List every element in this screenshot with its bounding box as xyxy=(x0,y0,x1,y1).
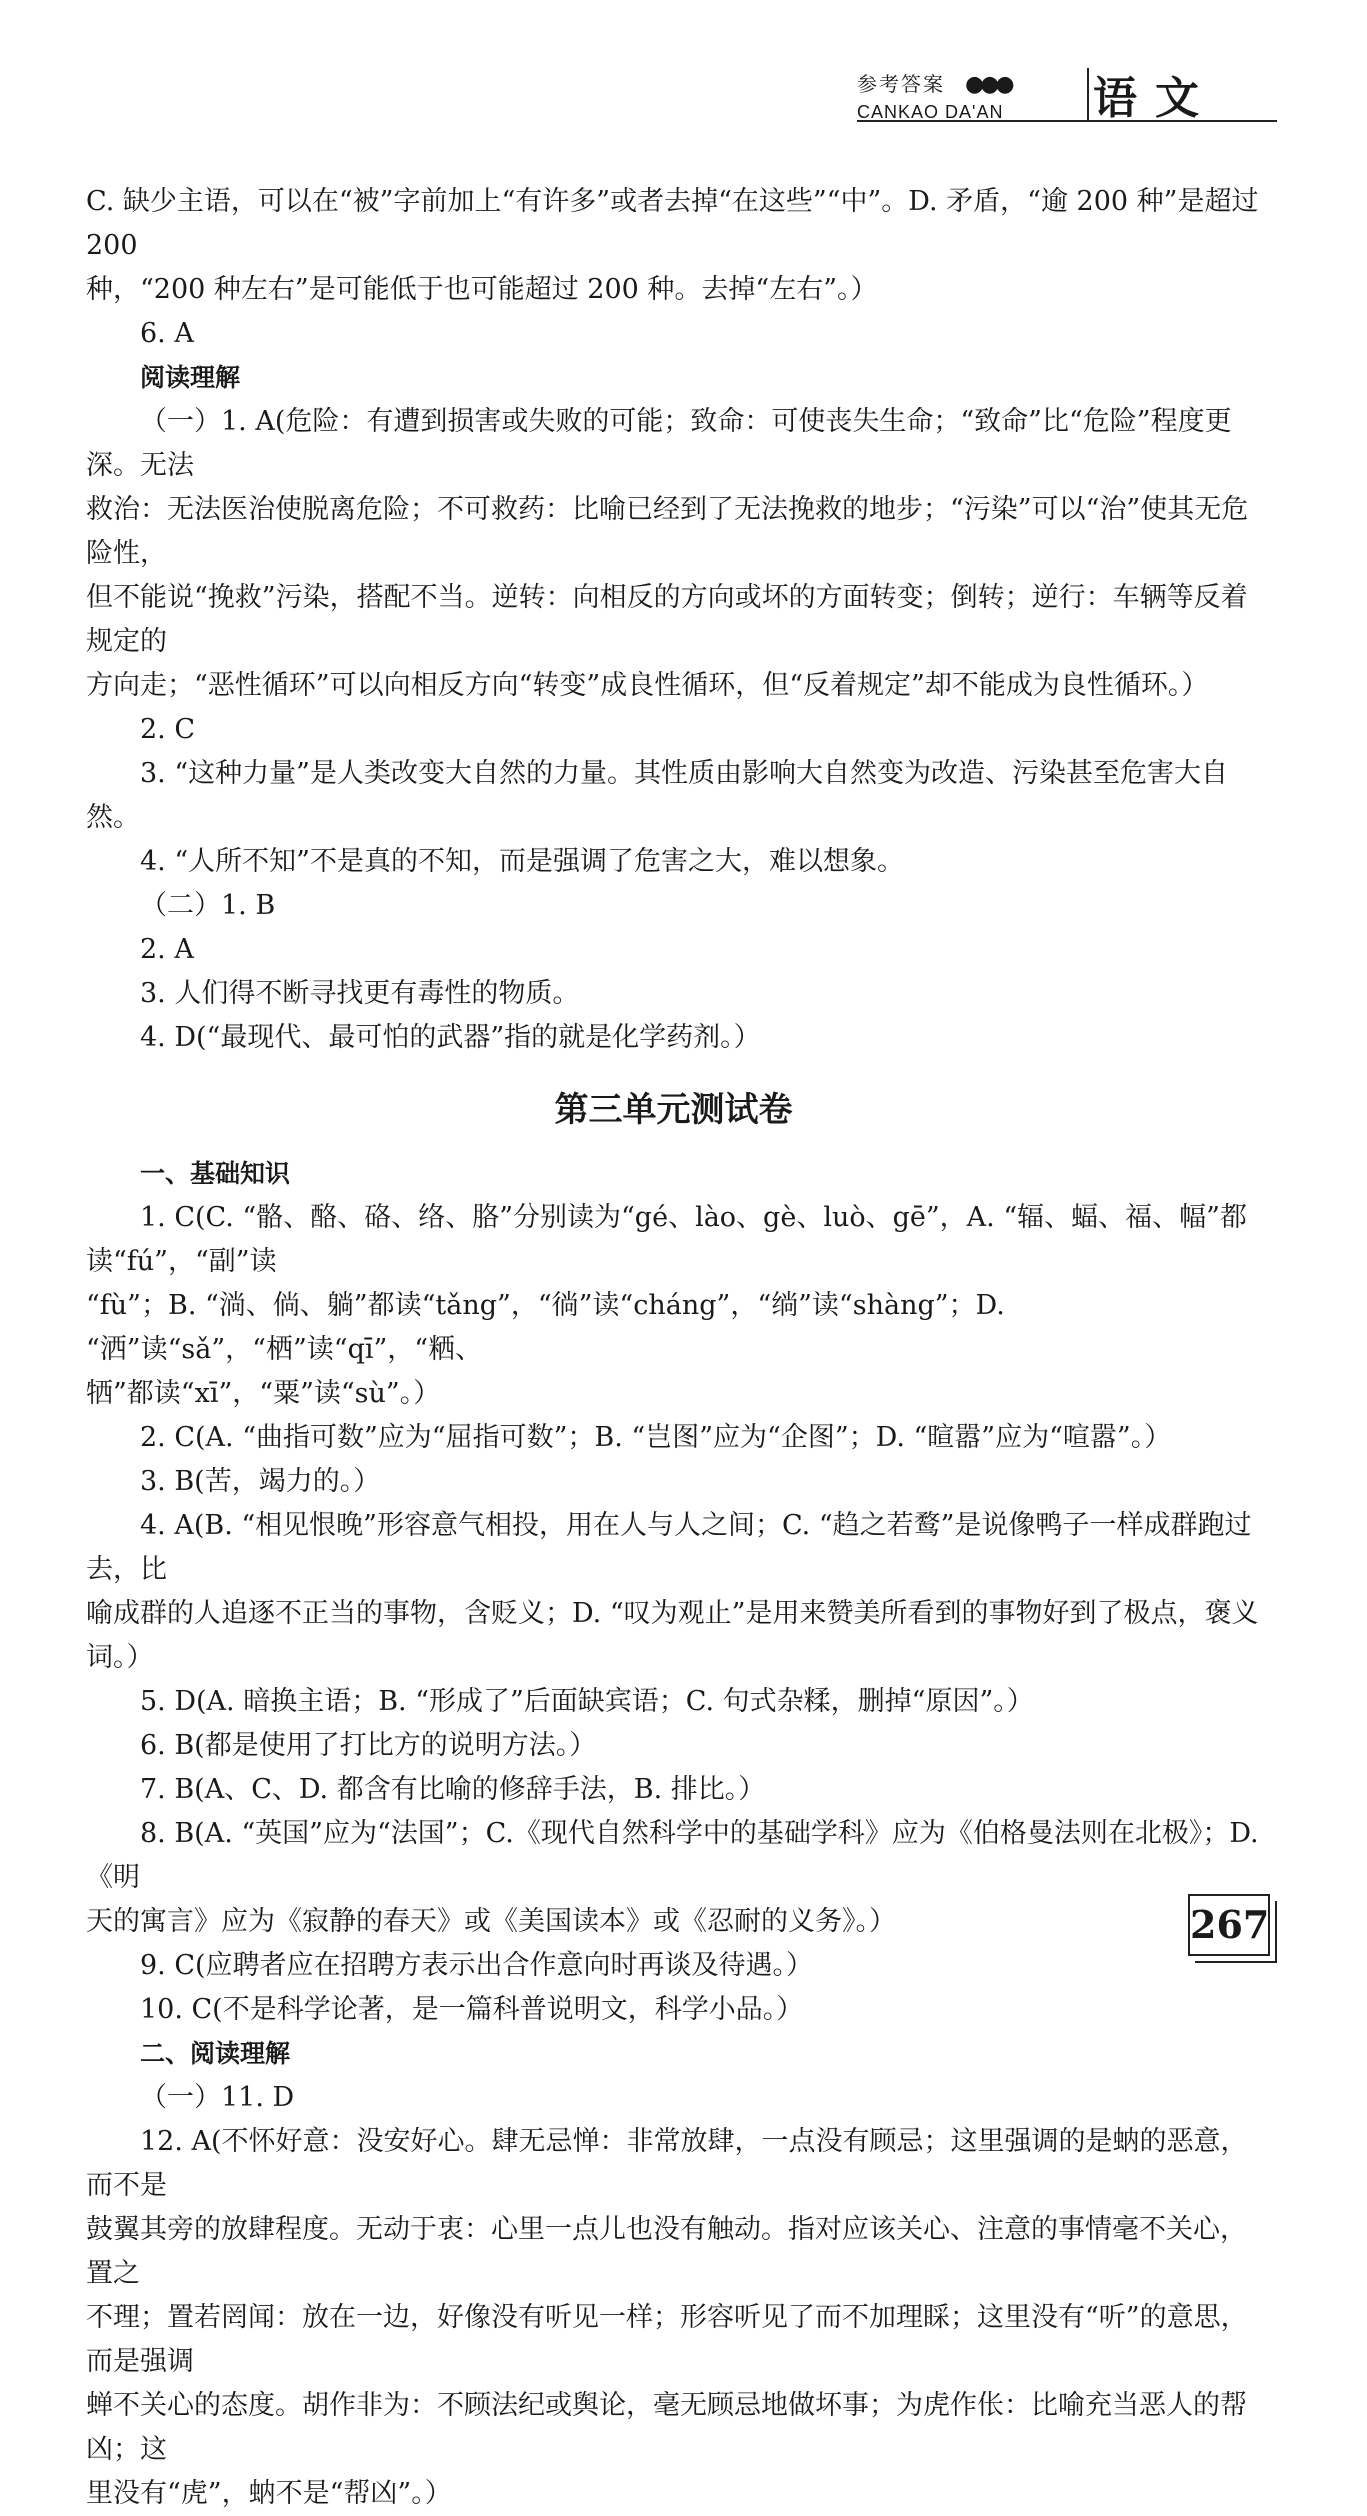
text-line: （一）11. D xyxy=(140,2082,295,2113)
text-line: 12. A(不怀好意：没安好心。肆无忌惮：非常放肆，一点没有顾忌；这里强调的是蚋的恶意，而不是 xyxy=(86,2126,1248,2201)
text-line: 6. A xyxy=(140,318,194,349)
header-subject: 语文 xyxy=(1093,73,1217,124)
text-line: 不理；置若罔闻：放在一边，好像没有听见一样；形容听见了而不加理睬；这里没有“听”的意思，而是强调 xyxy=(86,2302,1248,2377)
header-label-cn: 参考答案 xyxy=(857,72,945,96)
text-line: 3. 人们得不断寻找更有毒性的物质。 xyxy=(140,978,580,1009)
text-line: 1. C(C. “骼、酪、硌、络、胳”分别读为“gé、lào、gè、luò、gē”，A. “辐、蝠、福、幅”都读“fú”，“副”读 xyxy=(86,1202,1247,1277)
text-line: 10. C(不是科学论著，是一篇科普说明文，科学小品。） xyxy=(140,1994,804,2025)
text-line: 4. “人所不知”不是真的不知，而是强调了危害之大，难以想象。 xyxy=(140,846,904,877)
text-line: 但不能说“挽救”污染，搭配不当。逆转：向相反的方向或坏的方面转变；倒转；逆行：车辆等反着规定的 xyxy=(86,582,1248,657)
header-dots: ●●● xyxy=(965,72,1011,97)
text-line: 鼓翼其旁的放肆程度。无动于衷：心里一点儿也没有触动。指对应该关心、注意的事情毫不关心，置之 xyxy=(86,2214,1247,2289)
header-divider xyxy=(1087,68,1089,120)
text-line: 6. B(都是使用了打比方的说明方法。） xyxy=(140,1730,597,1761)
text-line: 天的寓言》应为《寂静的春天》或《美国读本》或《忍耐的义务》。） xyxy=(86,1906,896,1937)
text-line: 里没有“虎”，蚋不是“帮凶”。） xyxy=(86,2478,452,2509)
text-line: 7. B(A、C、D. 都含有比喻的修辞手法，B. 排比。） xyxy=(140,1774,766,1805)
header-rule xyxy=(857,120,1277,122)
header-label-pinyin: CANKAO DA'AN xyxy=(857,102,1004,122)
text-line: C. 缺少主语，可以在“被”字前加上“有许多”或者去掉“在这些”“中”。D. 矛盾，“逾 200 种”是超过 200 xyxy=(86,186,1259,261)
page-number: 267 xyxy=(1188,1894,1270,1956)
text-line: 方向走；“恶性循环”可以向相反方向“转变”成良性循环，但“反着规定”却不能成为良性循环。） xyxy=(86,670,1209,701)
text-line: 3. “这种力量”是人类改变大自然的力量。其性质由影响大自然变为改造、污染甚至危害大自然。 xyxy=(86,758,1228,833)
text-line: 4. A(B. “相见恨晚”形容意气相投，用在人与人之间；C. “趋之若鹜”是说像鸭子一样成群跑过去，比 xyxy=(86,1510,1252,1585)
text-line: 救治：无法医治使脱离危险；不可救药：比喻已经到了无法挽救的地步；“污染”可以“治”使其无危险性， xyxy=(86,494,1249,569)
text-line: 5. D(A. 暗换主语；B. “形成了”后面缺宾语；C. 句式杂糅，删掉“原因”。） xyxy=(140,1686,1034,1717)
text-line: 2. A xyxy=(140,934,194,965)
page-header xyxy=(857,62,1277,124)
text-line: （一）1. A(危险：有遭到损害或失败的可能；致命：可使丧失生命；“致命”比“危险”程度更深。无法 xyxy=(86,406,1232,481)
answer-content xyxy=(86,180,1261,2516)
section-heading: 一、基础知识 xyxy=(140,1159,291,1188)
section-heading: 阅读理解 xyxy=(140,363,241,392)
text-line: 喻成群的人追逐不正当的事物，含贬义；D. “叹为观止”是用来赞美所看到的事物好到了极点，褒义词。） xyxy=(86,1598,1259,1673)
text-line: 种，“200 种左右”是可能低于也可能超过 200 种。去掉“左右”。） xyxy=(86,274,878,305)
section-heading: 二、阅读理解 xyxy=(140,2039,291,2068)
text-line: “fù”；B. “淌、倘、躺”都读“tǎng”，“徜”读“cháng”，“绱”读“shàng”；D. “洒”读“sǎ”，“栖”读“qī”，“粞、 xyxy=(86,1290,1005,1365)
text-line: 蝉不关心的态度。胡作非为：不顾法纪或舆论，毫无顾忌地做坏事；为虎作伥：比喻充当恶人的帮凶；这 xyxy=(86,2390,1247,2465)
text-line: 4. D(“最现代、最可怕的武器”指的就是化学药剂。） xyxy=(140,1022,761,1053)
text-line: 3. B(苦，竭力的。） xyxy=(140,1466,381,1497)
text-line: （二）1. B xyxy=(140,890,276,921)
text-line: 2. C xyxy=(140,714,196,745)
text-line: 9. C(应聘者应在招聘方表示出合作意向时再谈及待遇。） xyxy=(140,1950,814,1981)
text-line: 牺”都读“xī”，“粟”读“sù”。） xyxy=(86,1378,441,1409)
section-title: 第三单元测试卷 xyxy=(554,1090,793,1130)
text-line: 8. B(A. “英国”应为“法国”；C.《现代自然科学中的基础学科》应为《伯格曼法则在北极》；D.《明 xyxy=(86,1818,1259,1893)
text-line: 2. C(A. “曲指可数”应为“屈指可数”；B. “岂图”应为“企图”；D. “暄嚣”应为“喧嚣”。） xyxy=(140,1422,1172,1453)
